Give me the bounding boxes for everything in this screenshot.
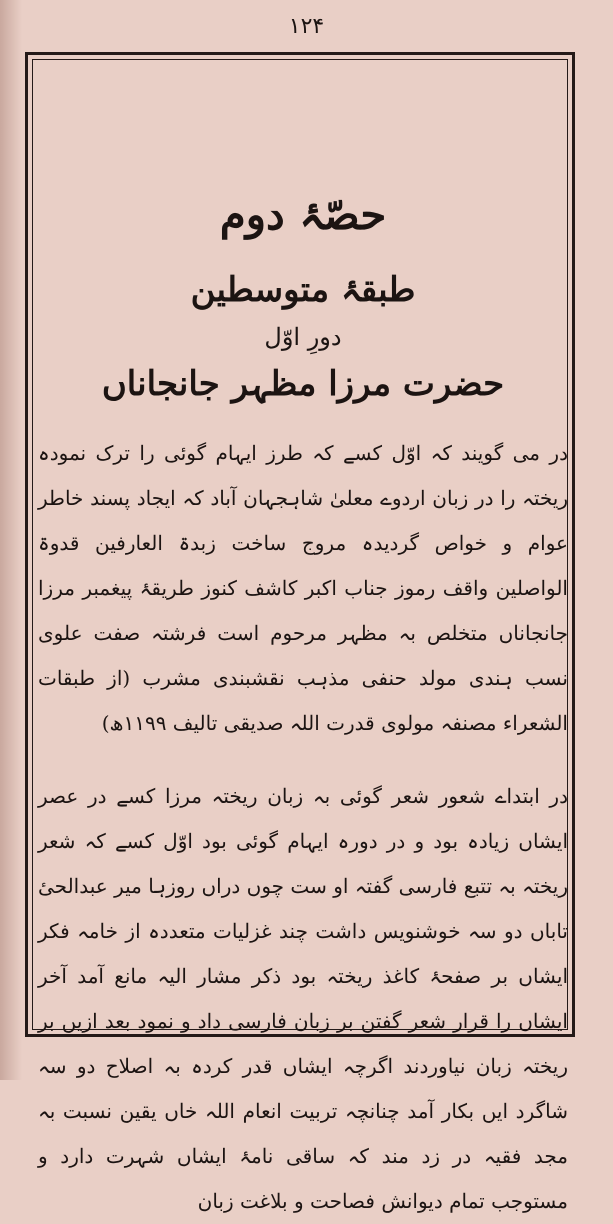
poet-heading: حضرت مرزا مظہر جانجاناں bbox=[101, 363, 505, 404]
paragraph-history: در ابتداے شعور شعر گوئی بہ زبان ریختہ مرزا کسے در عصر ایشاں زیادہ بود و در دورہ ایہام گوئی بود اوّل کسے کہ شعر ریختہ بہ تتبع فارسی گفتہ او ست چوں دراں روزہا میر عبدالحیٔ تاباں دو سہ خوشنویس داشت چند غزلیات متعددہ از خامہ فکر ایشاں بر صفحۂ کاغذ ریختہ بود ذکر مشار الیہ مانع آمد آخر ایشاں را قرار شعر گفتن بر زبان فارسی داد و نمود بعد ازیں بر ریختہ زبان نیاوردند اگرچہ ایشاں قدر کردہ بہ اصلاح دو سہ شاگرد ایں بکار آمد چنانچہ تربیت انعام اللہ خاں یقین نسبت بہ مجد فقیہ در زد مند کہ ساقی نامۂ ایشاں شہرت دارد و مستوجب تمام دیوانش فصاحت و بلاغت زبان bbox=[38, 783, 568, 1213]
era-heading: دورِ اوّل bbox=[264, 323, 342, 352]
page-edge-shadow bbox=[0, 0, 22, 1080]
page-content bbox=[38, 190, 568, 1213]
page-number: ۱۲۴ bbox=[288, 14, 325, 39]
class-heading: طبقۂ متوسطین bbox=[190, 270, 416, 311]
part-heading: حصّۂ دوم bbox=[219, 190, 387, 239]
paragraph-intro: در می گویند کہ اوّل کسے کہ طرز ایہام گوئی را ترک نمودہ ریختہ را در زبان اردوے معلیٰ شاہجہان آباد کہ ایجاد پسند خاطر عوام و خواص گردیدہ مروج ساخت زبدۃ العارفین قدوۃ الواصلین واقف رموز جناب اکبر کاشف کنوز طریقۂ پیغمبر مرزا جانجاناں متخلص بہ مظہر مرحوم است فرشتہ صفت علوی نسب ہندی مولد حنفی مذہب نقشبندی مشرب (از طبقات الشعراء مصنفہ مولوی قدرت اللہ صدیقی تالیف ۱۱۹۹ھ) bbox=[38, 440, 568, 735]
